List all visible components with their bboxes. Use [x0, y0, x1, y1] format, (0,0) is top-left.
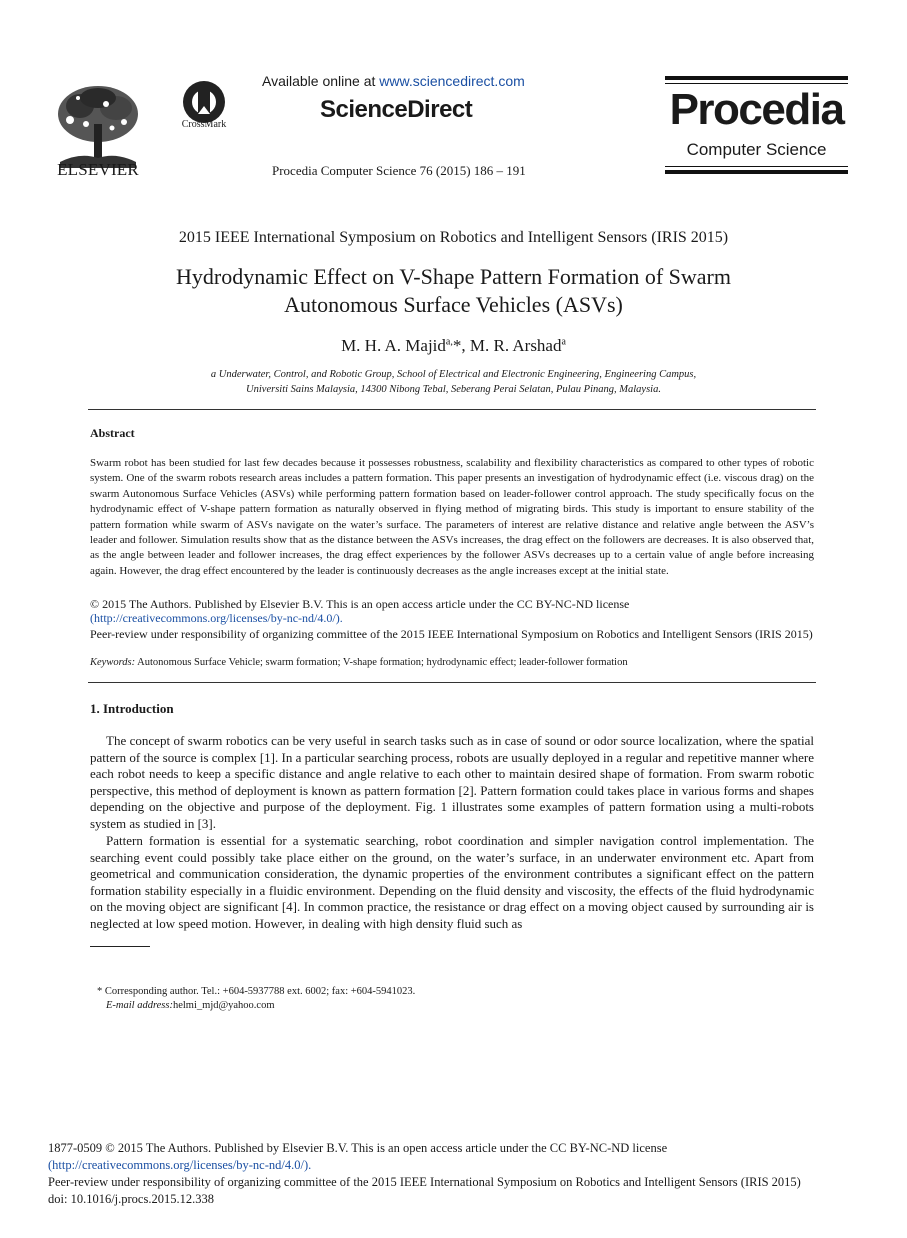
abstract-text: Swarm robot has been studied for last few decades because it possesses robustness, scalability and flexibility characteristics as compared to other types of robotic system. One of the swarm robots research areas includes a pattern formation. This paper presents an investigation of hydrodynamic effect (i.e. viscous drag) on the swarm Autonomous Surface Vehicles (ASVs) while performing pattern formation based on leader-follower control approach. The study specifically focus on the hydrodynamic effect of V-shape pattern formation as naturally observed in flying method of migrating birds. This study is important to ensure stability of the pattern formation while swarm of ASVs navigate on the water’s surface. The parameters of interest are relative distance and relative angle between the ASV’s leader and follower. Simulation results show that as the distance between the ASVs increases, the drag effect on the followers are decreases. It is also observed that, as the angle between leader and follower increases, the drag effect experiences by the follower ASVs decreases up to a certain value of angle before increasing again. However, the drag effect encountered by the leader is continuously decreases as the angle increases except at the initial state. — [90, 457, 814, 577]
sciencedirect-link[interactable]: www.sciencedirect.com — [379, 73, 525, 89]
keywords-list: Autonomous Surface Vehicle; swarm formation; V-shape formation; hydrodynamic effect; leader-follower formation — [135, 657, 628, 668]
procedia-bottom-rule-thin — [665, 166, 848, 167]
issn-copyright: 1877-0509 © 2015 The Authors. Published by Elsevier B.V. This is an open access article under the CC BY-NC-ND license — [48, 1141, 668, 1155]
copyright-notice — [90, 597, 814, 625]
procedia-top-rule — [665, 76, 848, 80]
abstract-heading: Abstract — [90, 426, 135, 440]
author-1-affil: a, — [445, 336, 453, 348]
author-1: M. H. A. Majid — [341, 336, 446, 355]
keywords — [90, 656, 814, 669]
email-label: E-mail address: — [106, 1000, 173, 1011]
crossmark-label: CrossMark — [181, 119, 227, 130]
divider-top — [88, 409, 816, 410]
corresponding-author-note: * Corresponding author. Tel.: +604-5937788 ext. 6002; fax: +604-5941023. — [97, 986, 416, 997]
procedia-logo — [665, 76, 848, 174]
intro-paragraph-1: The concept of swarm robotics can be very useful in search tasks such as in case of sound or odor source localization, where the spatial pattern of the source is complex [1]. In a particular searching process, robots are usually deployed in a regular and repetitive manner where each robot needs to keep a specific distance and angle relative to each other to maintain desired shape of formation. From swarm robotic perspective, this method of deployment is known as pattern formation [2]. Pattern formation could takes place in various forms and shapes depending on the objective and purpose of the deployment. Fig. 1 illustrates some examples of pattern formation using a multi-robots system as studied in [3]. — [90, 733, 814, 831]
email-note — [106, 1000, 275, 1011]
author-2-affil: a — [561, 336, 566, 348]
bottom-license-link[interactable]: (http://creativecommons.org/licenses/by-nc-nd/4.0/). — [48, 1158, 312, 1172]
procedia-bottom-rule — [665, 170, 848, 174]
affiliation-line2: Universiti Sains Malaysia, 14300 Nibong Tebal, Seberang Perai Selatan, Pulau Pinang, Malaysia. — [246, 384, 661, 395]
keywords-label: Keywords: — [90, 657, 136, 668]
bottom-license-block — [48, 1140, 868, 1208]
peer-review-notice: Peer-review under responsibility of organizing committee of the 2015 IEEE International Symposium on Robotics and Intelligent Sensors (IRIS 2015) — [90, 627, 813, 641]
author-2: M. R. Arshad — [469, 336, 562, 355]
sciencedirect-wordmark: ScienceDirect — [320, 96, 473, 123]
corresponding-mark: * — [452, 336, 462, 355]
available-online — [262, 73, 525, 89]
section-heading-introduction: 1. Introduction — [90, 701, 174, 716]
procedia-top-rule-thin — [665, 83, 848, 84]
email-address: helmi_mjd@yahoo.com — [172, 1000, 275, 1011]
elsevier-wordmark: ELSEVIER — [57, 160, 139, 179]
bottom-peer-review: Peer-review under responsibility of organizing committee of the 2015 IEEE International Symposium on Robotics and Intelligent Sensors (IRIS 2015) — [48, 1175, 801, 1189]
affiliation-line1: a Underwater, Control, and Robotic Group, School of Electrical and Electronic Engineering, Engineering Campus, — [210, 369, 697, 380]
paper-title-line2: Autonomous Surface Vehicles (ASVs) — [284, 292, 623, 317]
authors — [0, 336, 907, 356]
footnote-rule — [90, 946, 150, 947]
copyright-text: © 2015 The Authors. Published by Elsevier B.V. This is an open access article under the CC BY-NC-ND license — [90, 597, 630, 611]
procedia-subtitle: Computer Science — [686, 140, 827, 159]
doi: doi: 10.1016/j.procs.2015.12.338 — [48, 1192, 214, 1206]
divider-bottom — [88, 682, 816, 683]
license-link[interactable]: (http://creativecommons.org/licenses/by-nc-nd/4.0/). — [90, 611, 343, 625]
author-separator: , — [461, 336, 470, 355]
conference-name: 2015 IEEE International Symposium on Robotics and Intelligent Sensors (IRIS 2015) — [178, 229, 729, 246]
intro-paragraph-2: Pattern formation is essential for a systematic searching, robot coordination and simpler navigation control implementation. The searching event could possibly take place either on the ground, on the water’s surface, in an underwater environment etc. Apart from geometrical and communication consideration, the dynamic properties of the environment contributes a significant effect on the pattern formation stability especially in a fluidic environment. Depending on the fluid density and viscosity, the effects of the fluid hydrodynamic on the moving object are significant [4]. In common practice, the resistance or drag effect on a moving object caused by surrounding air is neglected at low speed motion. However, in dealing with high density fluid such as — [90, 833, 814, 931]
paper-title-line1: Hydrodynamic Effect on V-Shape Pattern Formation of Swarm — [176, 264, 731, 289]
available-prefix: Available online at — [262, 73, 380, 89]
procedia-title: Procedia — [669, 85, 844, 134]
journal-citation: Procedia Computer Science 76 (2015) 186 – 191 — [272, 163, 526, 178]
